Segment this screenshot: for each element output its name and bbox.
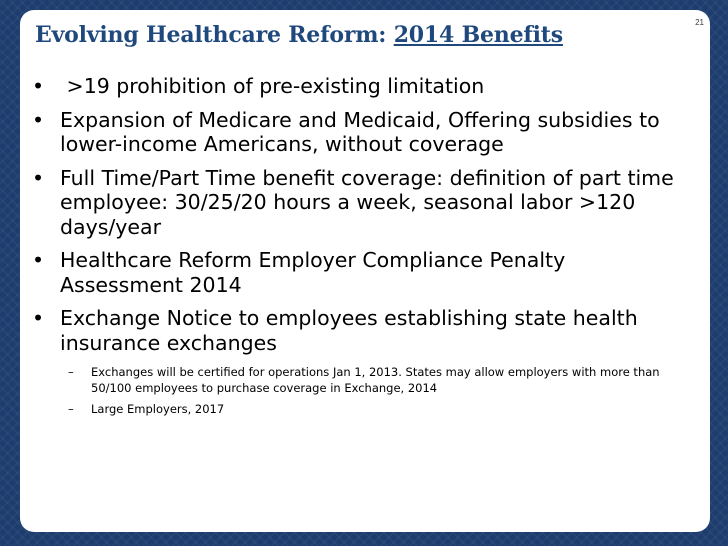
sub-bullet-text: Exchanges will be certified for operations Jan 1, 2013. States may allow employers with more than 50/100 employees to purchase coverage in Exchange, 2014 [91, 365, 660, 395]
sub-bullet-item [30, 401, 690, 417]
bullet-text: Full Time/Part Time benefit coverage: definition of part time employee: 30/25/20 hours a week, seasonal labor >120 days/year [60, 165, 674, 239]
bullet-marker: • [32, 248, 45, 272]
slide-panel [20, 10, 710, 532]
slide-title-main: Evolving Healthcare Reform: [35, 22, 387, 48]
sub-bullet-list [30, 364, 690, 417]
bullet-text: Expansion of Medicare and Medicaid, Offering subsidies to lower-income Americans, without coverage [60, 107, 660, 156]
bullet-item [30, 248, 690, 297]
sub-bullet-marker: – [68, 365, 74, 379]
bullet-marker: • [32, 165, 45, 190]
slide-title-highlight: 2014 Benefits [393, 22, 563, 48]
sub-bullet-text: Large Employers, 2017 [91, 402, 225, 416]
bullet-item [30, 166, 690, 240]
bullet-item [30, 74, 690, 99]
sub-bullet-item [30, 364, 690, 396]
bullet-text: Healthcare Reform Employer Compliance Penalty Assessment 2014 [60, 248, 566, 297]
bullet-text: >19 prohibition of pre-existing limitation [60, 74, 485, 98]
bullet-item [30, 108, 690, 157]
bullet-item [30, 306, 690, 355]
bullet-marker: • [32, 107, 45, 132]
bullet-marker: • [32, 74, 45, 98]
slide-title [35, 22, 563, 48]
bullet-text: Exchange Notice to employees establishing state health insurance exchanges [60, 306, 638, 355]
slide-number: 21 [695, 18, 704, 27]
sub-bullet-marker: – [68, 402, 74, 416]
bullet-list [30, 74, 690, 422]
bullet-marker: • [32, 306, 45, 330]
